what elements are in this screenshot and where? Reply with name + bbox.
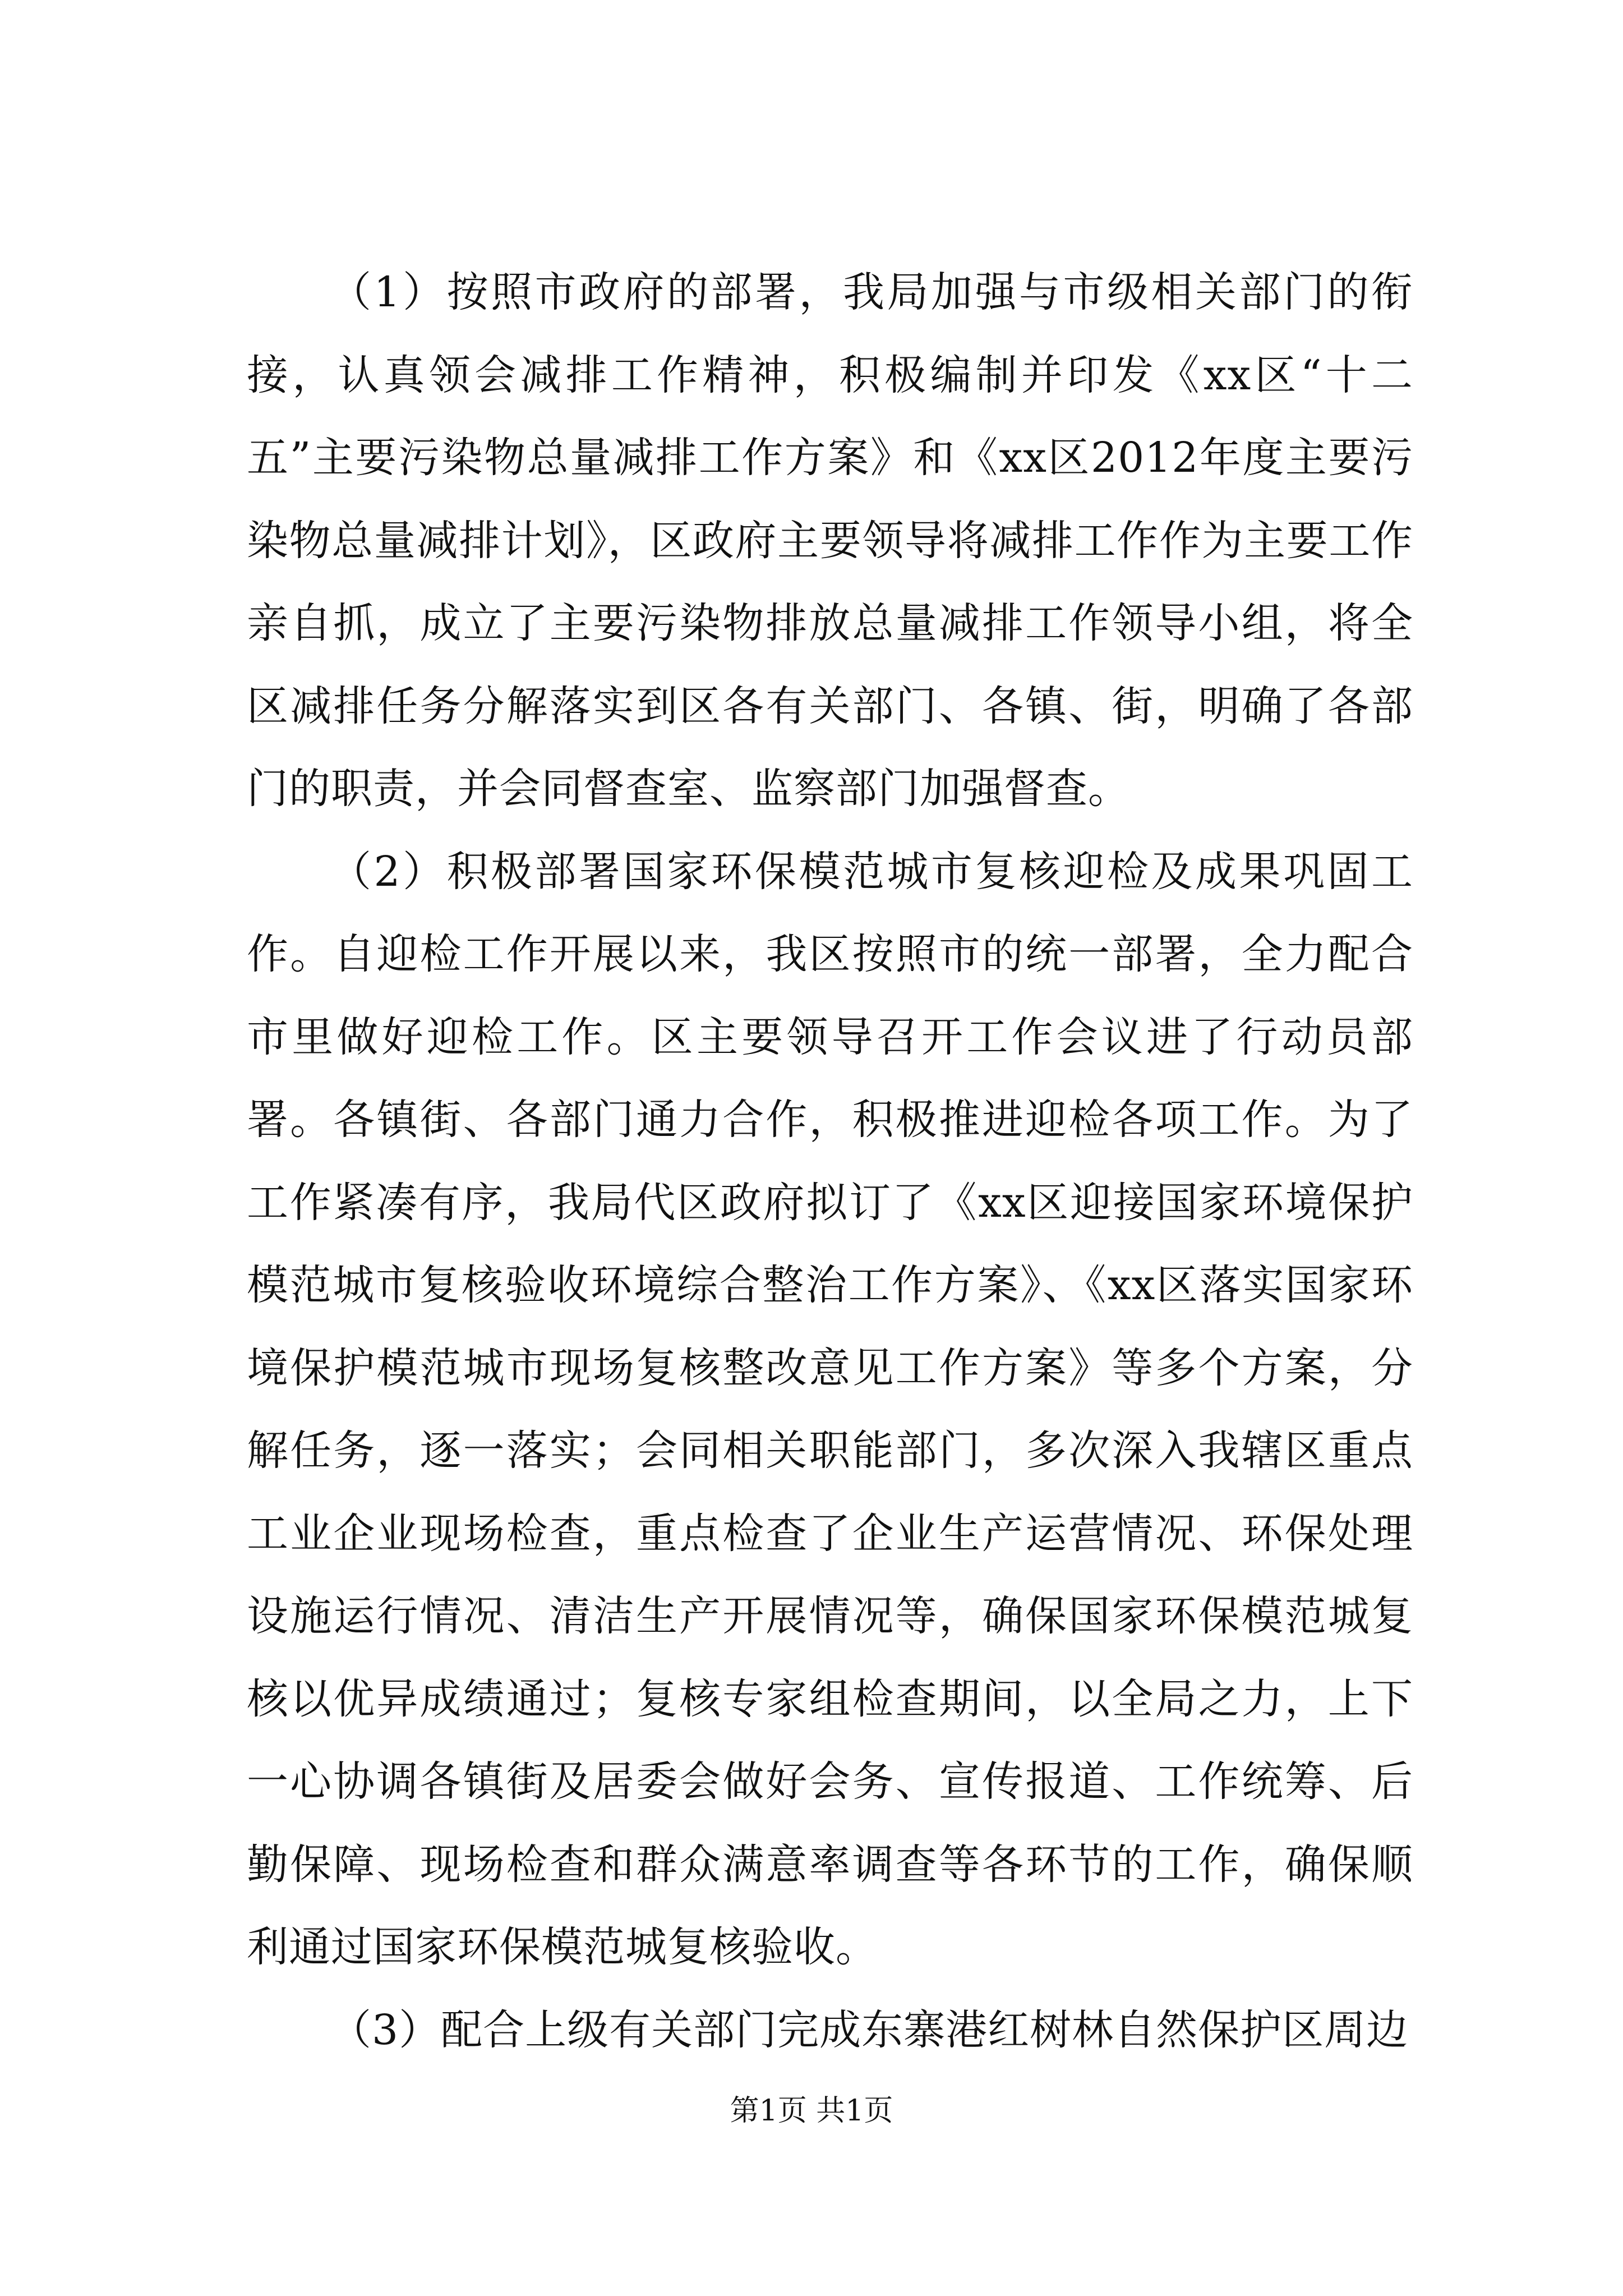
paragraph-2: （2）积极部署国家环保模范城市复核迎检及成果巩固工作。自迎检工作开展以来，我区按照市的统一部署，全力配合市里做好迎检工作。区主要领导召开工作会议进了行动员部署。各镇街、各部门通力合作，积极推进迎检各项工作。为了工作紧凑有序，我局代区政府拟订了《xx区迎接国家环境保护模范城市复核验收环境综合整治工作方案》、《xx区落实国家环境保护模范城市现场复核整改意见工作方案》等多个方案，分解任务，逐一落实；会同相关职能部门，多次深入我辖区重点工业企业现场检查，重点检查了企业生产运营情况、环保处理设施运行情况、清洁生产开展情况等，确保国家环保模范城复核以优异成绩通过；复核专家组检查期间，以全局之力，上下一心协调各镇街及居委会做好会务、宣传报道、工作统筹、后勤保障、现场检查和群众满意率调查等各环节的工作，确保顺利通过国家环保模范城复核验收。 [247, 847, 1413, 1971]
page-footer: 第1页 共1页 [730, 2094, 893, 2128]
paragraph-1: （1）按照市政府的部署，我局加强与市级相关部门的衔接，认真领会减排工作精神，积极编制并印发《xx区“十二五”主要污染物总量减排工作方案》和《xx区2012年度主要污染物总量减排计划》，区政府主要领导将减排工作作为主要工作亲自抓，成立了主要污染物排放总量减排工作领导小组，将全区减排任务分解落实到区各有关部门、各镇、街，明确了各部门的职责，并会同督查室、监察部门加强督查。 [247, 268, 1413, 813]
document-body [247, 251, 1413, 2072]
paragraph-3: （3）配合上级有关部门完成东寨港红树林自然保护区周边 [330, 2005, 1409, 2054]
